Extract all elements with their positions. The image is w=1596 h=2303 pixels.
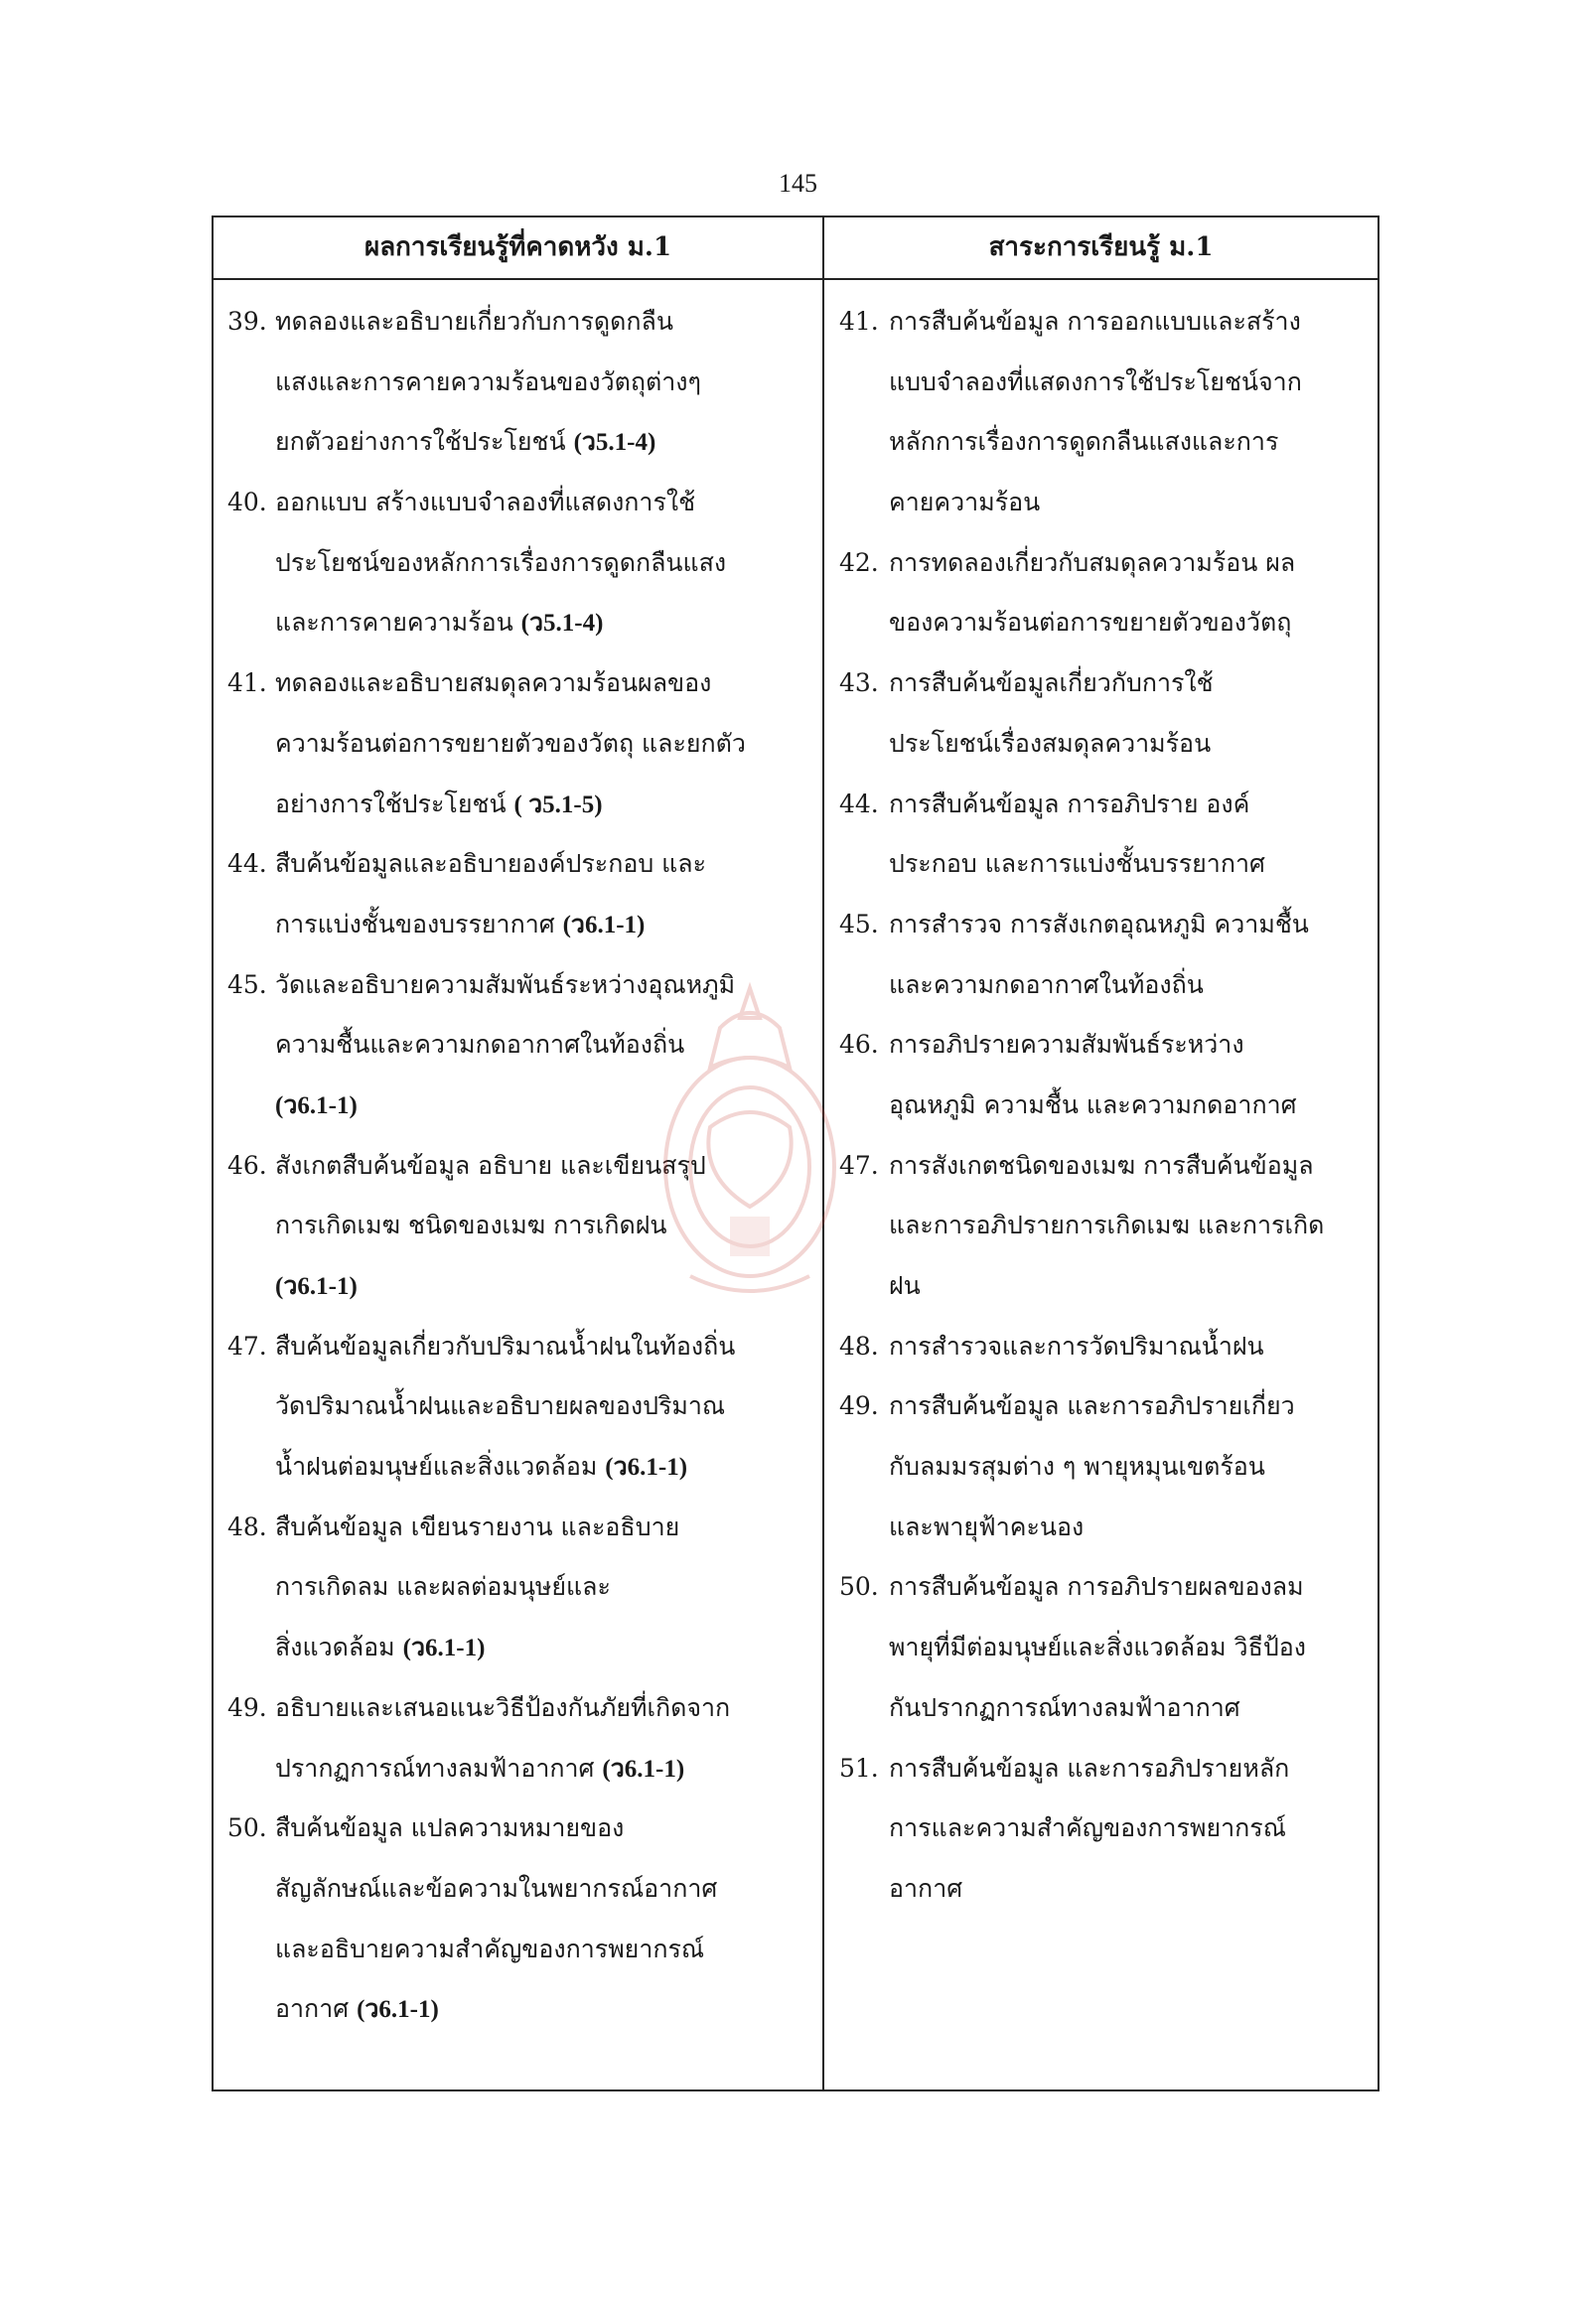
outcome-item-line: ทดลองและอธิบายสมดุลความร้อนผลของ xyxy=(275,668,712,698)
outcome-indicator-code: (ว6.1-1) xyxy=(275,1273,358,1300)
outcome-item-number: 50. xyxy=(227,1813,267,1843)
outcome-item-number: 48. xyxy=(227,1511,267,1541)
outcome-item xyxy=(227,1317,813,1498)
content-item-line: การสังเกตชนิดของเมฆ การสืบค้นข้อมูล xyxy=(889,1150,1314,1180)
outcome-item-text xyxy=(275,292,813,473)
outcome-item-line: การเกิดลม และผลต่อมนุษย์และ xyxy=(275,1572,611,1602)
content-item-line: แบบจำลองที่แสดงการใช้ประโยชน์จาก xyxy=(889,366,1302,396)
content-item-line: พายุที่มีต่อมนุษย์และสิ่งแวดล้อม วิธีป้อง xyxy=(889,1633,1306,1662)
content-item-text xyxy=(889,533,1372,653)
outcome-item-text xyxy=(275,653,813,834)
outcome-item-line: และการคายความร้อน (ว5.1-4) xyxy=(275,608,604,638)
content-item-text xyxy=(889,895,1372,1015)
content-item-line: ของความร้อนต่อการขยายตัวของวัตถุ xyxy=(889,608,1292,638)
content-item-line: การสืบค้นข้อมูล และการอภิปรายหลัก xyxy=(889,1753,1290,1783)
content-item-line: การสืบค้นข้อมูลเกี่ยวกับการใช้ xyxy=(889,668,1214,698)
outcome-item-line: วัดปริมาณน้ำฝนและอธิบายผลของปริมาณ xyxy=(275,1391,726,1421)
content-item-text xyxy=(889,1376,1372,1557)
content-item-line: การสืบค้นข้อมูล การอภิปราย องค์ xyxy=(889,789,1250,818)
content-item-text xyxy=(889,1557,1372,1738)
outcome-item-line: สัญลักษณ์และข้อความในพยากรณ์อากาศ xyxy=(275,1873,718,1903)
content-item-number: 43. xyxy=(839,668,879,698)
outcome-indicator-code: (ว6.1-1) xyxy=(562,911,646,938)
learning-content-column xyxy=(839,292,1372,1920)
outcome-indicator-code: (ว6.1-1) xyxy=(357,1996,439,2024)
outcome-item-number: 41. xyxy=(227,668,267,698)
content-item-line: การสืบค้นข้อมูล และการอภิปรายเกี่ยว xyxy=(889,1391,1295,1421)
content-item-text xyxy=(889,292,1372,533)
content-item xyxy=(839,653,1372,774)
expected-outcomes-column xyxy=(227,292,813,2040)
outcome-item xyxy=(227,1799,813,2040)
outcome-item-line: ความร้อนต่อการขยายตัวของวัตถุ และยกตัว xyxy=(275,728,746,758)
content-item xyxy=(839,533,1372,653)
outcome-item xyxy=(227,473,813,653)
outcome-item-line: แสงและการคายความร้อนของวัตถุต่างๆ xyxy=(275,366,701,396)
outcome-item-number: 40. xyxy=(227,488,267,517)
content-item xyxy=(839,292,1372,533)
outcome-item-line xyxy=(275,1256,813,1317)
outcome-item-line: การเกิดเมฆ ชนิดของเมฆ การเกิดฝน xyxy=(275,1211,667,1240)
content-item-line: การอภิปรายความสัมพันธ์ระหว่าง xyxy=(889,1030,1244,1060)
right-column-header: สาระการเรียนรู้ ม.1 xyxy=(988,232,1214,262)
content-item-text xyxy=(889,1317,1372,1377)
content-item-line: และการอภิปรายการเกิดเมฆ และการเกิด xyxy=(889,1211,1325,1240)
outcome-item-line: ประโยชน์ของหลักการเรื่องการดูดกลืนแสง xyxy=(275,547,727,577)
content-item-number: 50. xyxy=(839,1572,879,1602)
content-item-number: 45. xyxy=(839,909,879,938)
outcome-indicator-code: ( ว5.1-5) xyxy=(513,791,603,818)
outcome-item xyxy=(227,1678,813,1799)
outcome-item xyxy=(227,955,813,1136)
content-item-line: ประโยชน์เรื่องสมดุลความร้อน xyxy=(889,728,1212,758)
content-item xyxy=(839,1376,1372,1557)
outcome-item-text xyxy=(275,1498,813,1678)
content-item xyxy=(839,1739,1372,1920)
outcome-item-line: ยกตัวอย่างการใช้ประโยชน์ (ว5.1-4) xyxy=(275,427,656,457)
outcome-item-line: สิ่งแวดล้อม (ว6.1-1) xyxy=(275,1633,486,1662)
outcome-item xyxy=(227,1498,813,1678)
outcome-indicator-code: (ว5.1-4) xyxy=(573,429,656,457)
outcome-item-line: ทดลองและอธิบายเกี่ยวกับการดูดกลืน xyxy=(275,307,673,336)
curriculum-table xyxy=(212,216,1379,2091)
content-item-number: 44. xyxy=(839,789,879,818)
content-item xyxy=(839,1557,1372,1738)
content-item-number: 41. xyxy=(839,307,879,336)
outcome-indicator-code: (ว6.1-1) xyxy=(602,1755,685,1783)
outcome-item-line: อากาศ (ว6.1-1) xyxy=(275,1994,439,2024)
content-item-line: การและความสำคัญของการพยากรณ์ xyxy=(889,1813,1286,1843)
content-item-text xyxy=(889,653,1372,774)
content-item xyxy=(839,1317,1372,1377)
outcome-item-line: การแบ่งชั้นของบรรยากาศ (ว6.1-1) xyxy=(275,909,646,938)
outcome-item-text xyxy=(275,955,813,1136)
content-item-line: การสืบค้นข้อมูล การอภิปรายผลของลม xyxy=(889,1572,1304,1602)
content-item-line: ฝน xyxy=(889,1271,921,1300)
outcome-item-text xyxy=(275,1136,813,1317)
outcome-indicator-code: (ว6.1-1) xyxy=(275,1091,358,1119)
outcome-item-line: สืบค้นข้อมูลและอธิบายองค์ประกอบ และ xyxy=(275,849,707,879)
header-rule xyxy=(214,278,1378,280)
content-item-text xyxy=(889,1015,1372,1135)
outcome-item-text xyxy=(275,834,813,954)
content-item-line: กับลมมรสุมต่าง ๆ พายุหมุนเขตร้อน xyxy=(889,1452,1265,1482)
content-item-line: การสำรวจและการวัดปริมาณน้ำฝน xyxy=(889,1331,1264,1361)
left-column-header: ผลการเรียนรู้ที่คาดหวัง ม.1 xyxy=(363,232,672,262)
content-item-number: 46. xyxy=(839,1030,879,1060)
outcome-item-number: 45. xyxy=(227,969,267,999)
content-item-line: และพายุฟ้าคะนอง xyxy=(889,1511,1085,1541)
content-item xyxy=(839,1015,1372,1135)
outcome-item-line: สืบค้นข้อมูลเกี่ยวกับปริมาณน้ำฝนในท้องถิ่น xyxy=(275,1331,736,1361)
outcome-item-text xyxy=(275,473,813,653)
outcome-item-text xyxy=(275,1678,813,1799)
outcome-item-number: 39. xyxy=(227,307,267,336)
content-item-line: การสืบค้นข้อมูล การออกแบบและสร้าง xyxy=(889,307,1301,336)
content-item-line: และความกดอากาศในท้องถิ่น xyxy=(889,969,1204,999)
outcome-item xyxy=(227,653,813,834)
content-item-line: กันปรากฏการณ์ทางลมฟ้าอากาศ xyxy=(889,1692,1240,1722)
content-item-line: หลักการเรื่องการดูดกลืนแสงและการ xyxy=(889,427,1279,457)
content-item-line: อากาศ xyxy=(889,1873,963,1903)
outcome-item-line: ออกแบบ สร้างแบบจำลองที่แสดงการใช้ xyxy=(275,488,696,517)
outcome-item-number: 47. xyxy=(227,1331,267,1361)
column-divider xyxy=(822,217,824,2089)
outcome-item-number: 46. xyxy=(227,1150,267,1180)
outcome-indicator-code: (ว6.1-1) xyxy=(605,1454,688,1482)
outcome-item-text xyxy=(275,1799,813,2040)
outcome-indicator-code: (ว5.1-4) xyxy=(520,610,604,638)
outcome-item-line xyxy=(275,1076,813,1136)
content-item-number: 49. xyxy=(839,1391,879,1421)
outcome-item-line: สังเกตสืบค้นข้อมูล อธิบาย และเขียนสรุป xyxy=(275,1150,706,1180)
outcome-indicator-code: (ว6.1-1) xyxy=(402,1635,486,1662)
content-item xyxy=(839,775,1372,895)
outcome-item-number: 49. xyxy=(227,1692,267,1722)
outcome-item-line: ปรากฏการณ์ทางลมฟ้าอากาศ (ว6.1-1) xyxy=(275,1753,685,1783)
content-item-text xyxy=(889,775,1372,895)
outcome-item-number: 44. xyxy=(227,849,267,879)
content-item-line: ประกอบ และการแบ่งชั้นบรรยากาศ xyxy=(889,849,1265,879)
outcome-item-line: สืบค้นข้อมูล เขียนรายงาน และอธิบาย xyxy=(275,1511,680,1541)
outcome-item-line: อย่างการใช้ประโยชน์ ( ว5.1-5) xyxy=(275,789,603,818)
outcome-item-line: และอธิบายความสำคัญของการพยากรณ์ xyxy=(275,1934,705,1963)
content-item-line: คายความร้อน xyxy=(889,488,1041,517)
content-item xyxy=(839,1136,1372,1317)
content-item-text xyxy=(889,1136,1372,1317)
outcome-item-line: สืบค้นข้อมูล แปลความหมายของ xyxy=(275,1813,625,1843)
outcome-item-line: วัดและอธิบายความสัมพันธ์ระหว่างอุณหภูมิ xyxy=(275,969,736,999)
page-number: 145 xyxy=(779,169,817,198)
outcome-item-line: ความชื้นและความกดอากาศในท้องถิ่น xyxy=(275,1030,685,1060)
content-item-line: การสำรวจ การสังเกตอุณหภูมิ ความชื้น xyxy=(889,909,1309,938)
content-item-line: การทดลองเกี่ยวกับสมดุลความร้อน ผล xyxy=(889,547,1296,577)
content-item-line: อุณหภูมิ ความชื้น และความกดอากาศ xyxy=(889,1089,1297,1119)
content-item-number: 51. xyxy=(839,1753,879,1783)
content-item xyxy=(839,895,1372,1015)
outcome-item-line: อธิบายและเสนอแนะวิธีป้องกันภัยที่เกิดจาก xyxy=(275,1692,731,1722)
content-item-text xyxy=(889,1739,1372,1920)
content-item-number: 42. xyxy=(839,547,879,577)
outcome-item xyxy=(227,292,813,473)
outcome-item-text xyxy=(275,1317,813,1498)
outcome-item-line: น้ำฝนต่อมนุษย์และสิ่งแวดล้อม (ว6.1-1) xyxy=(275,1452,688,1482)
outcome-item xyxy=(227,1136,813,1317)
content-item-number: 48. xyxy=(839,1331,879,1361)
content-item-number: 47. xyxy=(839,1150,879,1180)
outcome-item xyxy=(227,834,813,954)
